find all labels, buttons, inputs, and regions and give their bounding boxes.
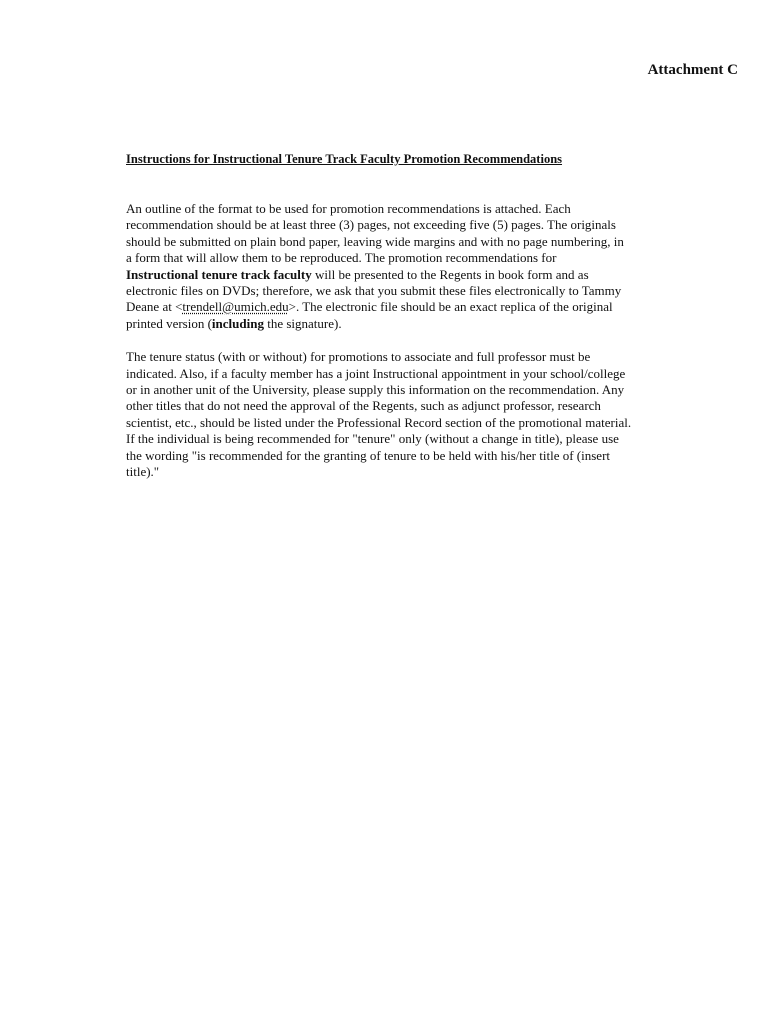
paragraph-line — [126, 267, 672, 283]
paragraph-line: indicated. Also, if a faculty member has a joint Instructional appointment in your school/college — [126, 365, 626, 381]
emphasis-faculty-type: Instructional tenure track faculty — [126, 266, 312, 282]
paragraph-line: other titles that do not need the approval of the Regents, such as adjunct professor, research — [126, 398, 601, 414]
paragraph-line: a form that will allow them to be reproduced. The promotion recommendations for — [126, 250, 557, 266]
paragraph-line — [126, 299, 672, 315]
document-title: Instructions for Instructional Tenure Track Faculty Promotion Recommendations — [126, 152, 563, 166]
paragraph-text: printed version ( — [126, 315, 212, 331]
paragraph-line: If the individual is being recommended for "tenure" only (without a change in title), please use — [126, 431, 619, 447]
emphasis-including: including — [211, 315, 264, 331]
paragraph-tenure-status — [126, 349, 672, 480]
paragraph-text: Deane at < — [126, 299, 183, 315]
paragraph-text: the signature). — [263, 315, 342, 331]
paragraph-line: electronic files on DVDs; therefore, we ask that you submit these files electronically to Tammy — [126, 283, 622, 299]
paragraph-line: should be submitted on plain bond paper, leaving wide margins and with no page numbering, in — [126, 233, 624, 249]
paragraph-text: will be presented to the Regents in book form and as — [311, 266, 589, 282]
attachment-label: Attachment C — [647, 62, 738, 78]
paragraph-text: >. The electronic file should be an exact replica of the original — [288, 299, 613, 315]
paragraph-line: An outline of the format to be used for promotion recommendations is attached. Each — [126, 201, 571, 216]
paragraph-line — [126, 316, 672, 332]
email-link[interactable]: trendell@umich.edu — [182, 299, 289, 315]
paragraph-line: title)." — [126, 464, 160, 480]
paragraph-format-instructions — [126, 201, 672, 332]
paragraph-line: recommendation should be at least three (3) pages, not exceeding five (5) pages. The originals — [126, 217, 616, 233]
paragraph-line: The tenure status (with or without) for promotions to associate and full professor must be — [126, 349, 591, 365]
paragraph-line: the wording "is recommended for the granting of tenure to be held with his/her title of (insert — [126, 447, 611, 463]
document-body — [126, 152, 672, 498]
paragraph-line: or in another unit of the University, please supply this information on the recommendation. Any — [126, 382, 625, 398]
paragraph-line: scientist, etc., should be listed under the Professional Record section of the promotional material. — [126, 414, 632, 430]
